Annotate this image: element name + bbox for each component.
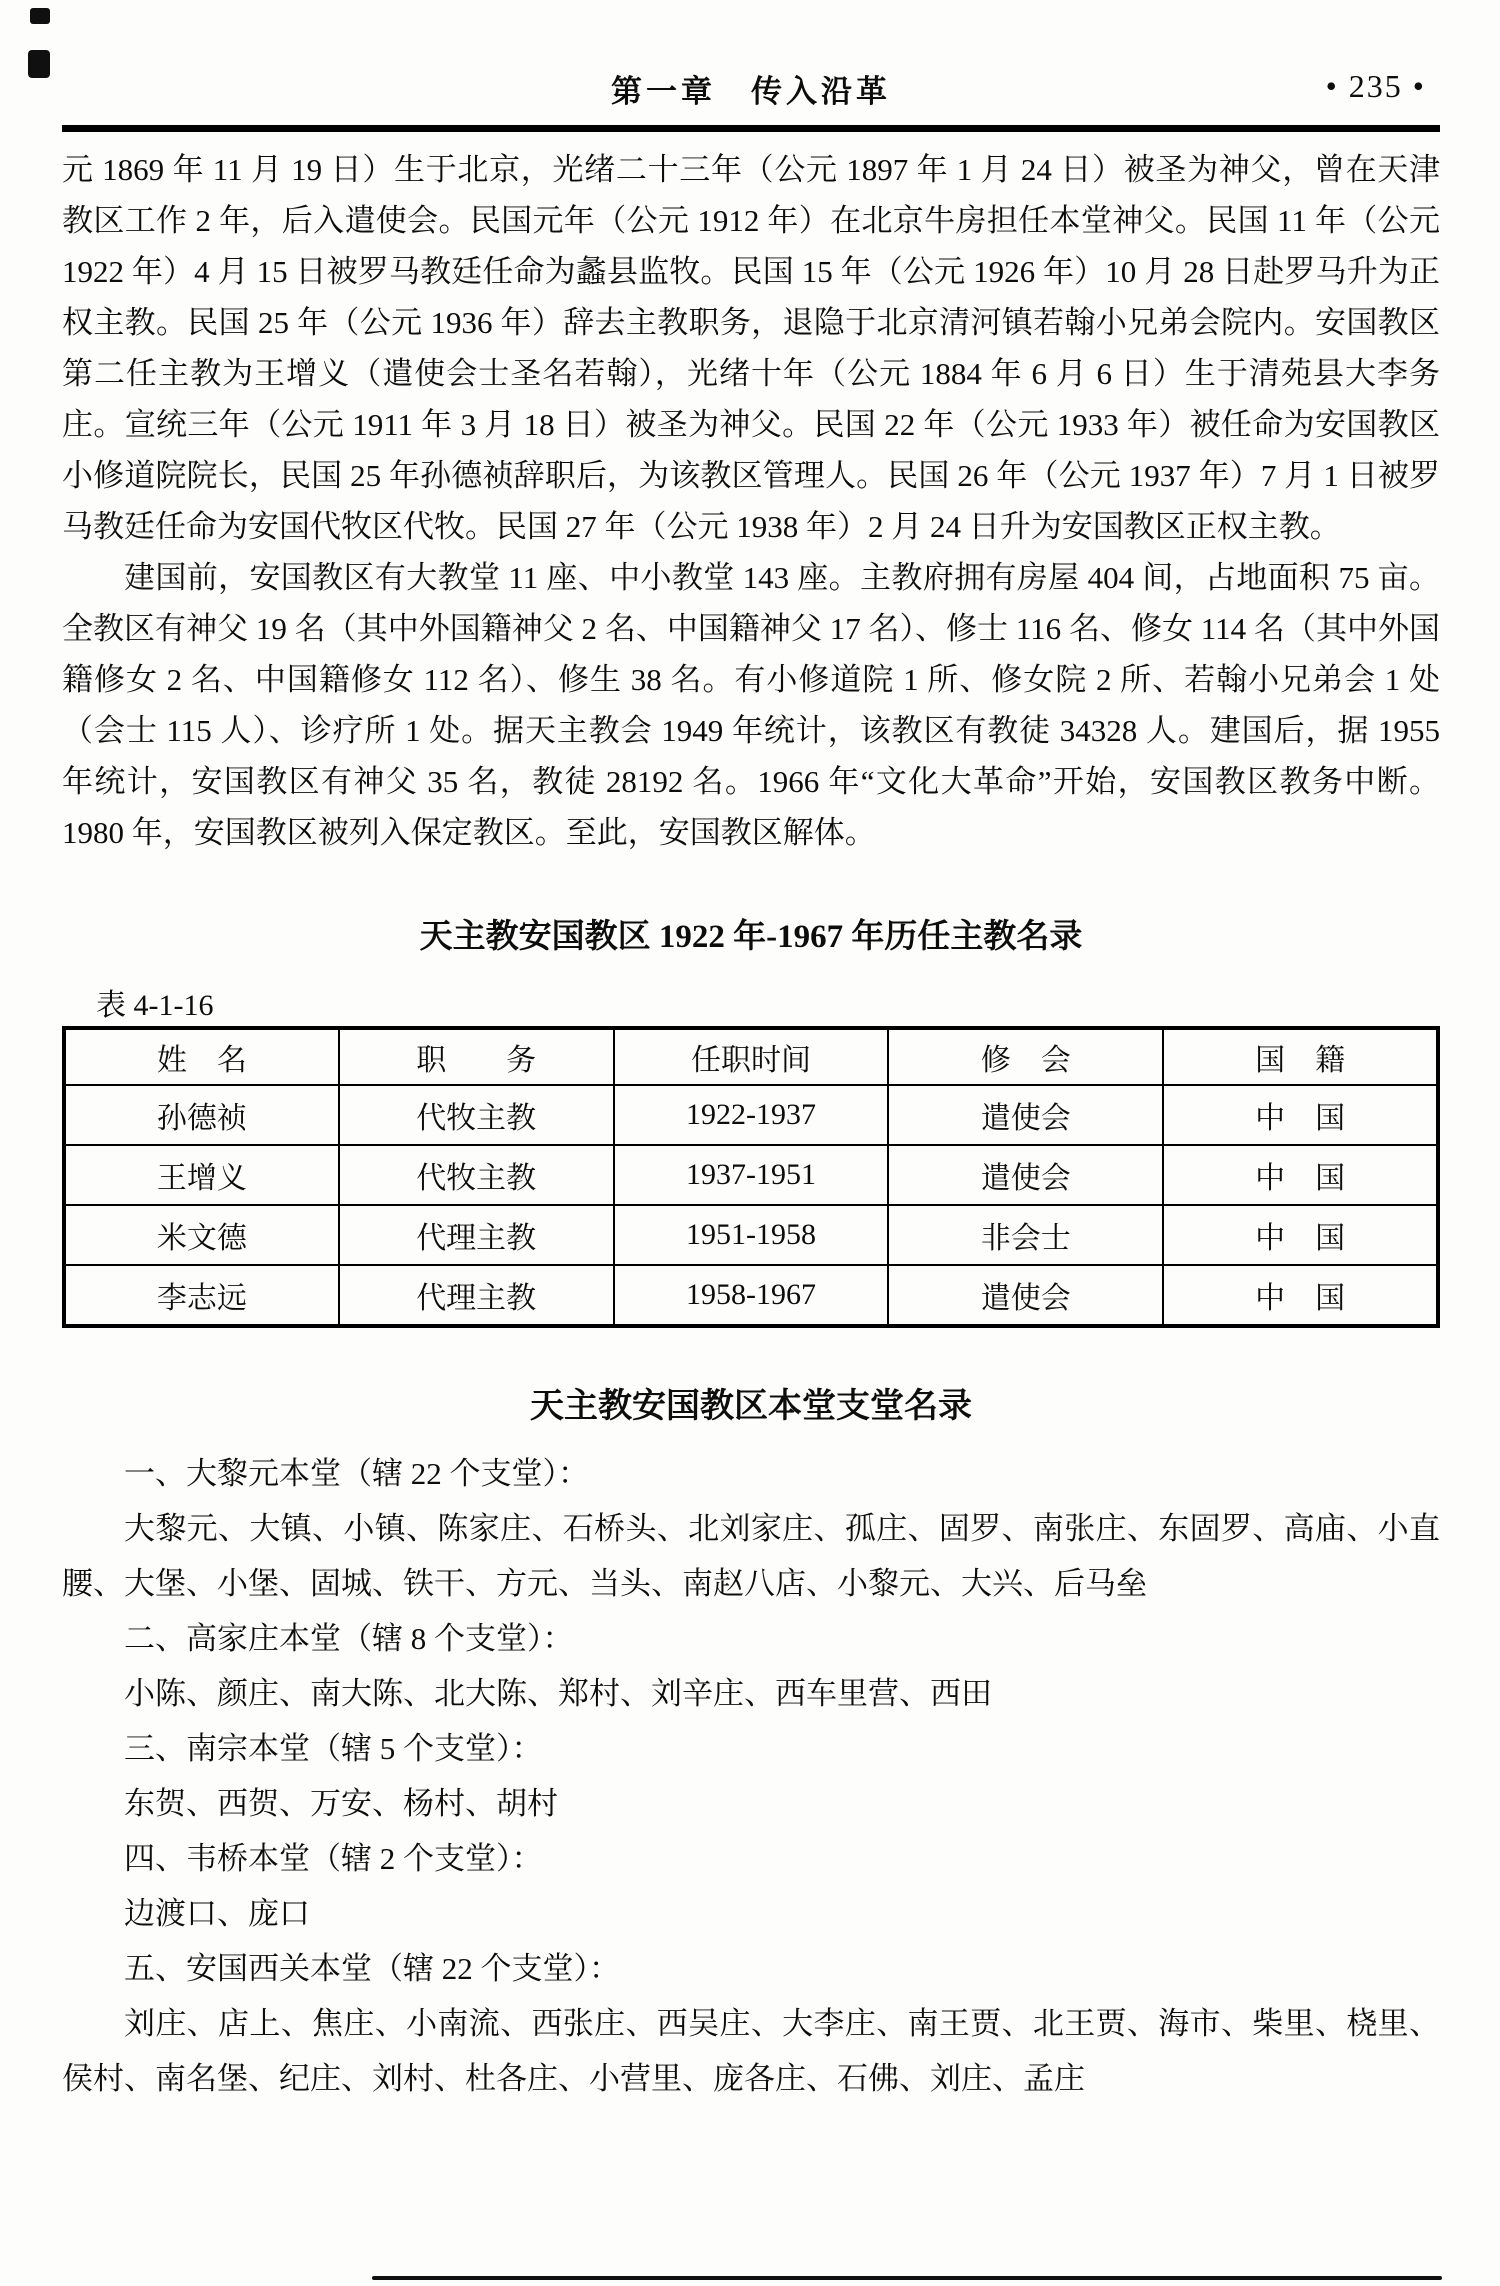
table-cell: 中 国 (1163, 1145, 1438, 1205)
column-header-order: 修 会 (888, 1028, 1163, 1085)
table-cell: 代牧主教 (339, 1085, 614, 1145)
table-cell: 遣使会 (888, 1085, 1163, 1145)
parish-list (62, 1446, 1440, 2106)
table-cell: 中 国 (1163, 1205, 1438, 1265)
bishops-table-title: 天主教安国教区 1922 年-1967 年历任主教名录 (419, 919, 1083, 955)
table-row (64, 1265, 1438, 1326)
parish-list-title: 天主教安国教区本堂支堂名录 (530, 1388, 972, 1425)
page-number: • 235 • (1325, 68, 1426, 104)
table-number-label: 表 4-1-16 (96, 989, 214, 1022)
list-item: 东贺、西贺、万安、杨村、胡村 (124, 1786, 558, 1821)
table-cell: 王增义 (64, 1145, 339, 1205)
body-text (62, 144, 1440, 858)
table-cell: 遣使会 (888, 1145, 1163, 1205)
table-header-row (64, 1028, 1438, 1085)
table-cell: 中 国 (1163, 1085, 1438, 1145)
list-item: 二、高家庄本堂（辖 8 个支堂）： (124, 1621, 574, 1656)
table-cell: 非会士 (888, 1205, 1163, 1265)
table-cell: 1951-1958 (614, 1205, 889, 1265)
table-cell: 1937-1951 (614, 1145, 889, 1205)
scan-artifact (372, 2276, 1442, 2280)
table-cell: 代理主教 (339, 1205, 614, 1265)
table-cell: 1922-1937 (614, 1085, 889, 1145)
column-header-name: 姓 名 (64, 1028, 339, 1085)
table-cell: 代理主教 (339, 1265, 614, 1326)
table-row (64, 1145, 1438, 1205)
table-row (64, 1205, 1438, 1265)
table-cell: 孙德祯 (64, 1085, 339, 1145)
list-item: 刘庄、店上、焦庄、小南流、西张庄、西吴庄、大李庄、南王贾、北王贾、海市、柴里、桡里、侯村、南名堡、纪庄、刘村、杜各庄、小营里、庞各庄、石佛、刘庄、孟庄 (62, 2006, 1440, 2096)
table-cell: 李志远 (64, 1265, 339, 1326)
paragraph-statistics: 建国前，安国教区有大教堂 11 座、中小教堂 143 座。主教府拥有房屋 404 间，占地面积 75 亩。全教区有神父 19 名（其中外国籍神父 2 名、中国籍神父 17 名）、修士 116 名、修女 114 名（其中外国籍修女 2 名、中国籍修女 112 名）、修生 38 名。有小修道院 1 所、修女院 2 所、若翰小兄弟会 1 处（会士 115 人）、诊疗所 1 处。据天主教会 1949 年统计，该教区有教徒 34328 人。建国后，据 1955 年统计，安国教区有神父 35 名，教徒 28192 名。1966 年“文化大革命”开始，安国教区教务中断。1980 年，安国教区被列入保定教区。至此，安国教区解体。 (62, 560, 1440, 850)
chapter-title: 第一章 传入沿革 (611, 74, 891, 109)
header-rule (62, 125, 1440, 132)
scan-artifact (30, 8, 50, 24)
list-item: 三、南宗本堂（辖 5 个支堂）： (124, 1731, 543, 1766)
bishops-table (62, 1026, 1440, 1328)
table-cell: 代牧主教 (339, 1145, 614, 1205)
scan-artifact (28, 50, 50, 78)
page-header (62, 66, 1440, 110)
table-cell: 中 国 (1163, 1265, 1438, 1326)
list-item: 边渡口、庞口 (124, 1896, 310, 1931)
list-item: 小陈、颜庄、南大陈、北大陈、郑村、刘辛庄、西车里营、西田 (124, 1676, 992, 1711)
table-cell: 1958-1967 (614, 1265, 889, 1326)
list-item: 四、韦桥本堂（辖 2 个支堂）： (124, 1841, 543, 1876)
table-row (64, 1085, 1438, 1145)
paragraph-continuation: 元 1869 年 11 月 19 日）生于北京，光绪二十三年（公元 1897 年 1 月 24 日）被圣为神父，曾在天津教区工作 2 年，后入遣使会。民国元年（公元 1912 年）在北京牛房担任本堂神父。民国 11 年（公元 1922 年）4 月 15 日被罗马教廷任命为蠡县监牧。民国 15 年（公元 1926 年）10 月 28 日赴罗马升为正权主教。民国 25 年（公元 1936 年）辞去主教职务，退隐于北京清河镇若翰小兄弟会院内。安国教区第二任主教为王增义（遣使会士圣名若翰），光绪十年（公元 1884 年 6 月 6 日）生于清苑县大李务庄。宣统三年（公元 1911 年 3 月 18 日）被圣为神父。民国 22 年（公元 1933 年）被任命为安国教区小修道院院长，民国 25 年孙德祯辞职后，为该教区管理人。民国 26 年（公元 1937 年）7 月 1 日被罗马教廷任命为安国代牧区代牧。民国 27 年（公元 1938 年）2 月 24 日升为安国教区正权主教。 (62, 152, 1440, 544)
list-item: 一、大黎元本堂（辖 22 个支堂）： (124, 1456, 589, 1491)
column-header-nationality: 国 籍 (1163, 1028, 1438, 1085)
list-item: 大黎元、大镇、小镇、陈家庄、石桥头、北刘家庄、孤庄、固罗、南张庄、东固罗、高庙、小直腰、大堡、小堡、固城、铁干、方元、当头、南赵八店、小黎元、大兴、后马垒 (62, 1511, 1440, 1601)
column-header-position: 职 务 (339, 1028, 614, 1085)
table-cell: 米文德 (64, 1205, 339, 1265)
table-cell: 遣使会 (888, 1265, 1163, 1326)
column-header-tenure: 任职时间 (614, 1028, 889, 1085)
list-item: 五、安国西关本堂（辖 22 个支堂）： (124, 1951, 620, 1986)
